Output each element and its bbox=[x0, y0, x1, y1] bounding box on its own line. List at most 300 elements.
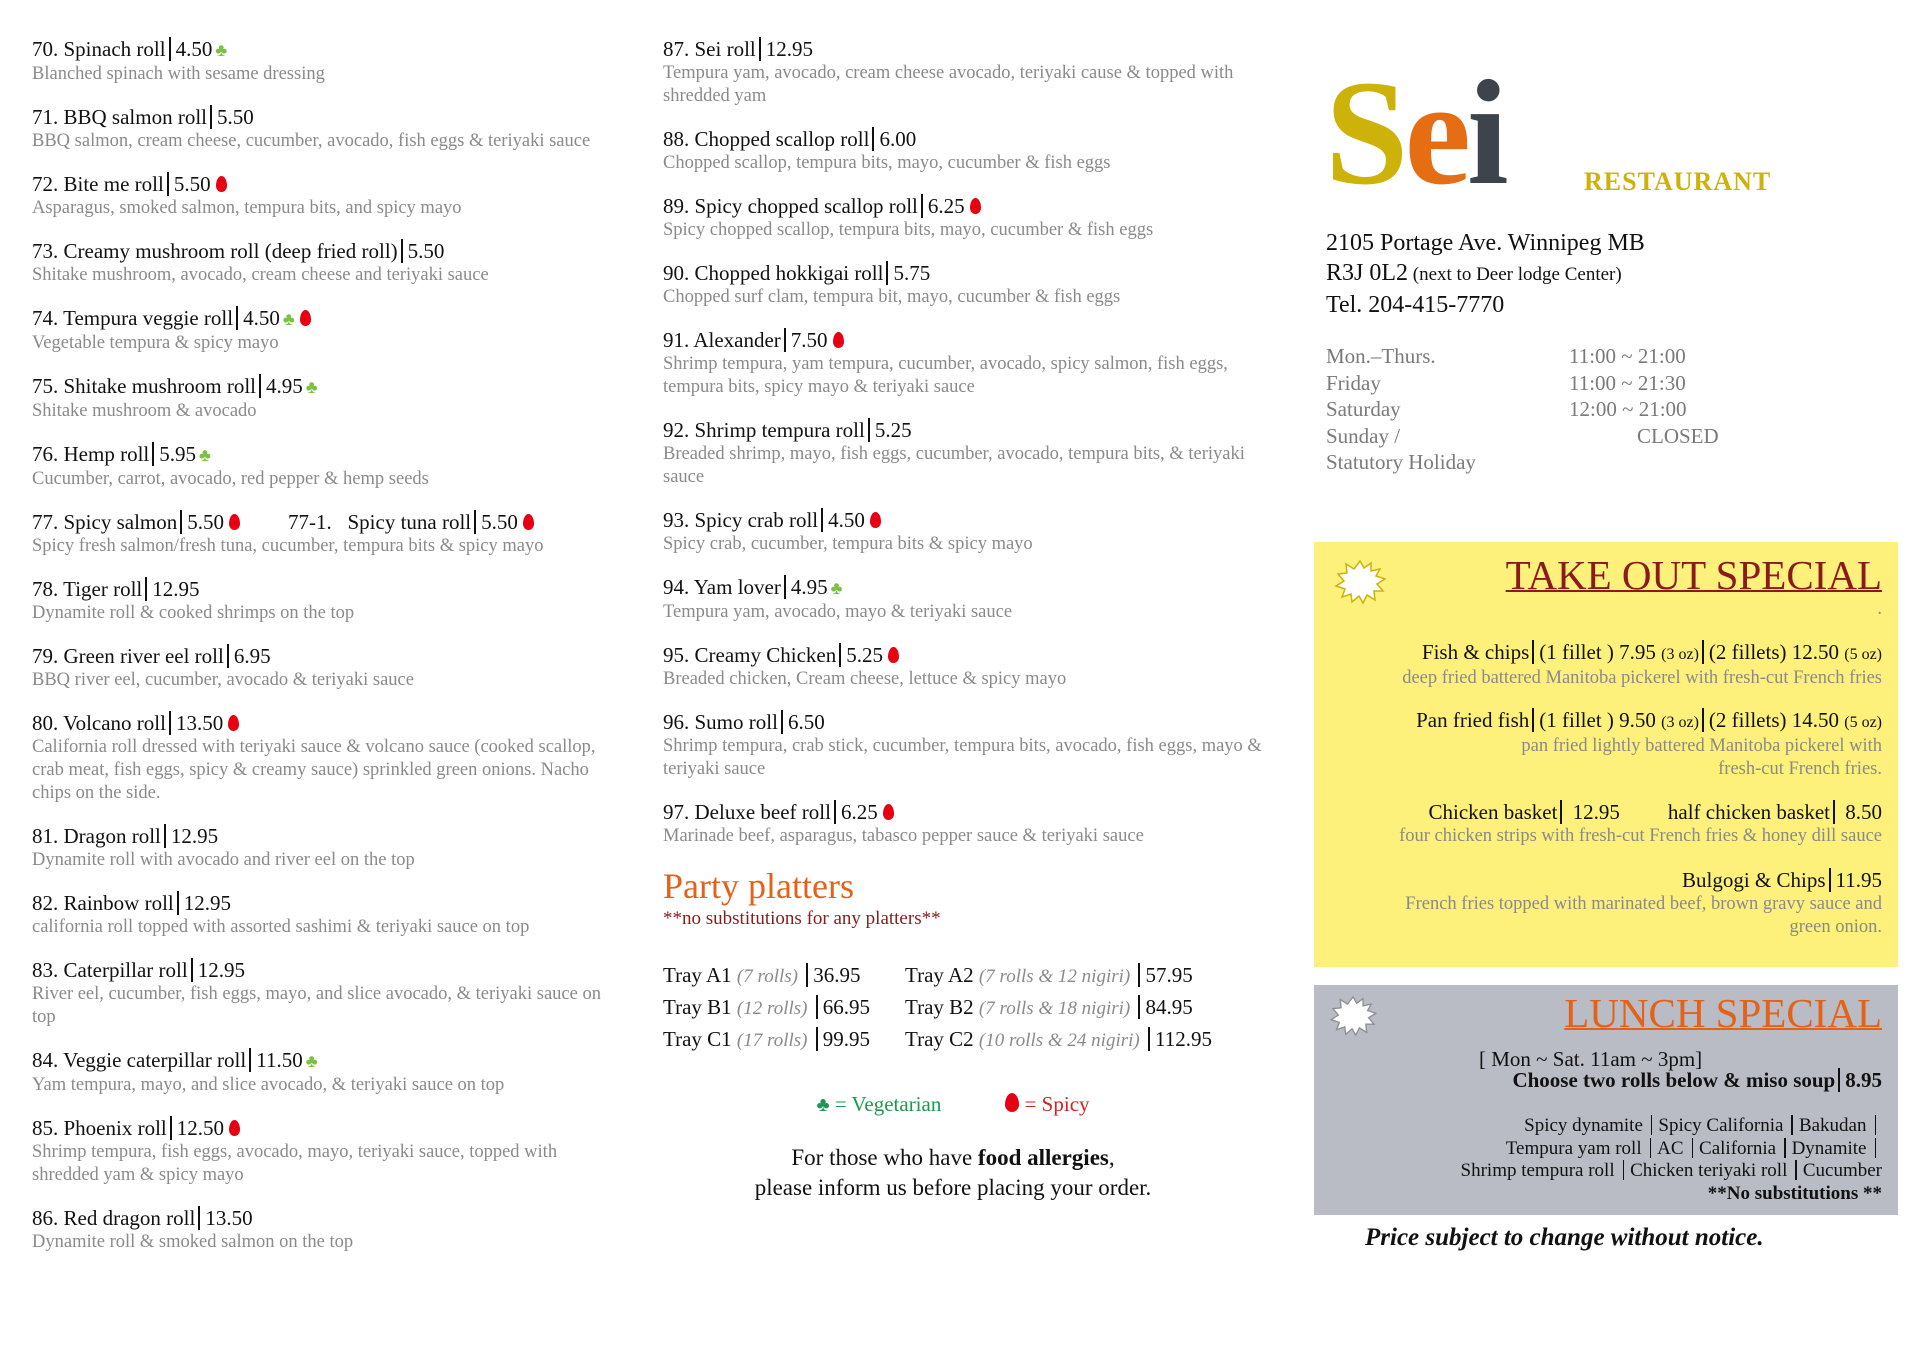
menu-item-price: 12.50 bbox=[176, 1116, 224, 1140]
menu-item-heading bbox=[32, 576, 622, 602]
lunch-title: LUNCH SPECIAL bbox=[1564, 990, 1882, 1036]
menu-item-heading bbox=[663, 36, 1263, 62]
menu-item-price: 5.75 bbox=[893, 261, 931, 285]
chili-drop-icon bbox=[888, 647, 899, 663]
pan-fried-fish-price-1: (1 fillet ) 9.50 bbox=[1539, 708, 1656, 732]
chili-drop-icon bbox=[970, 198, 981, 214]
bulgogi-chips-line bbox=[1322, 868, 1882, 893]
price-separator bbox=[145, 577, 147, 601]
menu-item bbox=[663, 574, 1263, 624]
chili-drop-icon bbox=[1005, 1093, 1019, 1112]
roll-separator bbox=[1650, 1138, 1652, 1158]
menu-item bbox=[32, 171, 622, 220]
sei-logo bbox=[1325, 50, 1505, 216]
pan-fried-fish-line bbox=[1322, 708, 1882, 735]
tray-contents: (17 rolls) bbox=[736, 1030, 808, 1051]
pan-fried-fish-desc-1: pan fried lightly battered Manitoba pickerel with bbox=[1521, 736, 1882, 756]
allergy-bold: food allergies bbox=[977, 1145, 1109, 1170]
chili-drop-icon bbox=[833, 332, 844, 348]
chicken-basket bbox=[1322, 800, 1882, 848]
lunch-roll-option: Tempura yam roll bbox=[1505, 1137, 1642, 1159]
roll-separator bbox=[1784, 1138, 1786, 1158]
price-separator bbox=[170, 1116, 172, 1140]
menu-item-description: Asparagus, smoked salmon, tempura bits, and spicy mayo bbox=[32, 198, 462, 218]
bulgogi-chips-desc-1: French fries topped with marinated beef, brown gravy sauce and bbox=[1405, 894, 1882, 914]
menu-item-price: 12.95 bbox=[170, 824, 219, 848]
price-notice: Price subject to change without notice. bbox=[1365, 1224, 1764, 1251]
menu-item-description: Chopped scallop, tempura bits, mayo, cucumber & fish eggs bbox=[663, 153, 1111, 173]
menu-item-description: Breaded shrimp, mayo, fish eggs, cucumber, avocado, tempura bits, & teriyaki sauce bbox=[663, 444, 1245, 487]
menu-item-description: Tempura yam, avocado, mayo & teriyaki sauce bbox=[663, 602, 1013, 622]
menu-item-name: 82. Rainbow roll bbox=[32, 891, 174, 915]
menu-item-name: 75. Shitake mushroom roll bbox=[32, 374, 256, 398]
hours-row bbox=[1326, 343, 1719, 370]
menu-item-heading bbox=[32, 1047, 622, 1074]
menu-item-description: Shitake mushroom & avocado bbox=[32, 401, 257, 421]
menu-item-description: Breaded chicken, Cream cheese, lettuce & spicy mayo bbox=[663, 669, 1067, 689]
menu-item-price: 6.00 bbox=[879, 127, 917, 151]
price-separator bbox=[806, 963, 808, 987]
menu-item bbox=[663, 193, 1263, 242]
tray-row bbox=[663, 992, 1263, 1024]
hours-row bbox=[1326, 396, 1719, 423]
pan-fried-fish-oz-2: (5 oz) bbox=[1844, 714, 1882, 731]
price-separator bbox=[236, 306, 238, 330]
lunch-roll-option: Dynamite bbox=[1791, 1137, 1867, 1159]
lunch-roll-option: AC bbox=[1657, 1137, 1684, 1159]
menu-item-description: Blanched spinach with sesame dressing bbox=[32, 64, 325, 84]
price-separator bbox=[868, 418, 870, 442]
pan-fried-fish-name: Pan fried fish bbox=[1416, 708, 1530, 732]
price-separator bbox=[839, 643, 841, 667]
party-platters-note: **no substitutions for any platters** bbox=[663, 908, 941, 929]
price-separator bbox=[198, 1206, 200, 1230]
lunch-roll-row bbox=[1461, 1160, 1882, 1183]
menu-item-name: 84. Veggie caterpillar roll bbox=[32, 1048, 247, 1072]
menu-item-price: 6.25 bbox=[840, 800, 878, 824]
lunch-choose-text: Choose two rolls below & miso soup bbox=[1512, 1068, 1836, 1092]
legend-vegetarian bbox=[816, 1092, 941, 1116]
tray-contents: (7 rolls & 18 nigiri) bbox=[978, 998, 1131, 1019]
menu-item bbox=[32, 823, 622, 872]
allergy-notice bbox=[663, 1143, 1243, 1203]
price-separator bbox=[921, 194, 923, 218]
postal-code: R3J 0L2 bbox=[1326, 260, 1409, 286]
menu-item-price-2: 5.50 bbox=[481, 510, 518, 534]
menu-item-heading bbox=[32, 890, 622, 916]
chicken-basket-price: 12.95 bbox=[1572, 800, 1620, 824]
price-separator bbox=[784, 328, 786, 352]
menu-item-heading bbox=[32, 36, 622, 63]
tray-item bbox=[905, 960, 1193, 992]
legend-vegetarian-label: = Vegetarian bbox=[834, 1092, 942, 1116]
roll-separator bbox=[1795, 1160, 1797, 1180]
menu-item-heading bbox=[663, 507, 1263, 533]
fish-and-chips-price-1: (1 fillet ) 7.95 bbox=[1539, 640, 1656, 664]
menu-item-name: 95. Creamy Chicken bbox=[663, 643, 837, 667]
menu-item bbox=[32, 373, 622, 423]
menu-item bbox=[32, 104, 622, 153]
tray-contents: (10 rolls & 24 nigiri) bbox=[978, 1030, 1140, 1051]
tray-contents: (7 rolls & 12 nigiri) bbox=[978, 966, 1131, 987]
starburst-icon bbox=[1328, 995, 1378, 1037]
club-icon: ♣ bbox=[282, 309, 295, 329]
menu-item-heading bbox=[32, 373, 622, 400]
tray-item bbox=[663, 1024, 905, 1056]
price-separator bbox=[164, 824, 166, 848]
chili-drop-icon bbox=[228, 715, 239, 731]
lunch-roll-option: Shrimp tempura roll bbox=[1460, 1160, 1615, 1181]
hours-day: Mon.–Thurs. bbox=[1326, 344, 1436, 368]
menu-item-name: 94. Yam lover bbox=[663, 575, 781, 599]
club-icon: ♣ bbox=[305, 377, 318, 397]
street-address: 2105 Portage Ave. Winnipeg MB bbox=[1326, 230, 1645, 256]
price-separator bbox=[227, 644, 229, 668]
opening-hours bbox=[1326, 343, 1719, 476]
menu-item-price: 13.50 bbox=[175, 711, 224, 735]
hours-time: 12:00 ~ 21:00 bbox=[1569, 397, 1687, 421]
chili-drop-icon bbox=[229, 1120, 240, 1136]
menu-item-heading bbox=[663, 193, 1263, 219]
tray-price: 99.95 bbox=[822, 1027, 870, 1051]
hours-row bbox=[1326, 370, 1719, 397]
tray-contents: (7 rolls) bbox=[736, 966, 798, 987]
menu-item-heading bbox=[663, 260, 1263, 286]
menu-item-description: Spicy crab, cucumber, tempura bits & spicy mayo bbox=[663, 534, 1033, 554]
menu-item-name-2: 77-1. Spicy tuna roll bbox=[288, 510, 472, 534]
menu-item-description: Dynamite roll & smoked salmon on the top bbox=[32, 1232, 354, 1252]
allergy-post: , bbox=[1108, 1145, 1115, 1170]
price-separator bbox=[474, 510, 476, 534]
menu-item bbox=[32, 441, 622, 491]
menu-item-description: Dynamite roll & cooked shrimps on the top bbox=[32, 603, 355, 623]
menu-item-description: california roll topped with assorted sashimi & teriyaki sauce on top bbox=[32, 917, 530, 937]
tray-label: Tray C1 bbox=[663, 1027, 732, 1051]
menu-item-price: 4.95 bbox=[266, 374, 303, 398]
menu-item-name: 85. Phoenix roll bbox=[32, 1116, 167, 1140]
club-icon: ♣ bbox=[816, 1094, 830, 1116]
tray-item bbox=[663, 960, 905, 992]
menu-item bbox=[663, 799, 1263, 848]
club-icon: ♣ bbox=[198, 445, 211, 465]
price-separator bbox=[169, 37, 171, 61]
hours-day: Friday bbox=[1326, 370, 1381, 395]
chili-drop-icon bbox=[216, 176, 227, 192]
menu-item-price: 5.50 bbox=[173, 172, 211, 196]
menu-item-price: 5.50 bbox=[187, 510, 224, 534]
price-separator bbox=[401, 239, 403, 263]
menu-item-description: Dynamite roll with avocado and river eel on the top bbox=[32, 850, 415, 870]
menu-item-heading bbox=[663, 709, 1263, 735]
menu-item bbox=[32, 238, 622, 287]
menu-item-heading bbox=[32, 823, 622, 849]
menu-item-name: 77. Spicy salmon bbox=[32, 510, 178, 534]
menu-item-price: 4.50 bbox=[828, 508, 865, 532]
price-separator bbox=[169, 711, 171, 735]
chicken-basket-desc: four chicken strips with fresh-cut French fries & honey dill sauce bbox=[1399, 826, 1882, 846]
lunch-price: 8.95 bbox=[1845, 1068, 1882, 1092]
lunch-choose bbox=[1512, 1068, 1882, 1093]
pan-fried-fish-oz-1: (3 oz) bbox=[1661, 714, 1699, 731]
menu-item-price: 6.25 bbox=[927, 194, 965, 218]
menu-item-price: 5.25 bbox=[874, 418, 912, 442]
chicken-basket-name: Chicken basket bbox=[1428, 800, 1558, 824]
price-separator bbox=[259, 374, 261, 398]
menu-item-price: 5.95 bbox=[159, 442, 196, 466]
menu-item-price: 12.95 bbox=[765, 37, 813, 61]
tray-price: 36.95 bbox=[813, 963, 861, 987]
price-separator bbox=[784, 575, 786, 599]
telephone: Tel. 204-415-7770 bbox=[1326, 292, 1505, 318]
menu-item bbox=[32, 576, 622, 625]
price-separator bbox=[180, 510, 182, 534]
hours-time: 11:00 ~ 21:30 bbox=[1569, 370, 1686, 395]
menu-item-name: 78. Tiger roll bbox=[32, 577, 143, 601]
price-separator bbox=[834, 800, 836, 824]
tray-row bbox=[663, 1024, 1263, 1056]
menu-item-description: River eel, cucumber, fish eggs, mayo, and slice avocado, & teriyaki sauce on top bbox=[32, 984, 601, 1027]
menu-item bbox=[32, 1047, 622, 1097]
menu-item-name: 70. Spinach roll bbox=[32, 37, 166, 61]
menu-item bbox=[663, 327, 1263, 399]
tray-label: Tray B2 bbox=[905, 995, 974, 1019]
menu-item-description: Shitake mushroom, avocado, cream cheese and teriyaki sauce bbox=[32, 265, 489, 285]
menu-item-price: 12.95 bbox=[152, 577, 200, 601]
menu-item-heading bbox=[32, 238, 622, 264]
pan-fried-fish-desc-2: fresh-cut French fries. bbox=[1718, 759, 1882, 779]
lunch-no-substitutions: **No substitutions ** bbox=[1707, 1182, 1882, 1204]
lunch-roll-option: Spicy California bbox=[1658, 1115, 1784, 1136]
menu-item-name: 86. Red dragon roll bbox=[32, 1206, 196, 1230]
chicken-basket-line bbox=[1322, 800, 1882, 825]
chili-drop-icon bbox=[870, 512, 881, 528]
roll-separator bbox=[1791, 1115, 1793, 1135]
menu-item-price: 4.95 bbox=[790, 575, 828, 599]
menu-item-heading bbox=[663, 574, 1263, 601]
menu-item-heading bbox=[32, 1205, 622, 1231]
hours-day: Saturday bbox=[1326, 397, 1401, 421]
menu-item-heading bbox=[663, 327, 1263, 353]
menu-item bbox=[32, 957, 622, 1029]
half-chicken-basket-name: half chicken basket bbox=[1667, 800, 1830, 824]
bulgogi-chips bbox=[1322, 868, 1882, 939]
price-separator bbox=[191, 958, 193, 982]
restaurant-label: RESTAURANT bbox=[1584, 167, 1772, 196]
lunch-special-panel bbox=[1314, 985, 1898, 1215]
party-trays bbox=[663, 960, 1263, 1056]
menu-item-price: 7.50 bbox=[790, 328, 828, 352]
tray-price: 66.95 bbox=[822, 995, 870, 1019]
menu-item-name: 91. Alexander bbox=[663, 328, 781, 352]
menu-item-name: 89. Spicy chopped scallop roll bbox=[663, 194, 918, 218]
takeout-special-panel bbox=[1314, 542, 1898, 967]
menu-item-heading bbox=[32, 643, 622, 669]
takeout-dot bbox=[1322, 598, 1882, 621]
price-separator bbox=[249, 1048, 251, 1072]
takeout-dot-text: . bbox=[1877, 599, 1882, 619]
menu-item-name: 88. Chopped scallop roll bbox=[663, 127, 870, 151]
tray-item bbox=[663, 992, 905, 1024]
menu-item-heading bbox=[32, 1115, 622, 1141]
menu-item-price: 13.50 bbox=[205, 1206, 253, 1230]
menu-item bbox=[32, 1115, 622, 1187]
tray-contents: (12 rolls) bbox=[736, 998, 808, 1019]
menu-item-name: 80. Volcano roll bbox=[32, 711, 166, 735]
legend bbox=[663, 1092, 1243, 1117]
menu-items-middle bbox=[663, 36, 1263, 848]
menu-item-price: 6.50 bbox=[787, 710, 825, 734]
menu-item-heading bbox=[663, 417, 1263, 443]
menu-item-heading bbox=[32, 305, 622, 332]
bulgogi-chips-name: Bulgogi & Chips bbox=[1681, 868, 1826, 892]
menu-item-price: 11.50 bbox=[256, 1048, 303, 1072]
menu-item bbox=[32, 509, 622, 558]
price-separator bbox=[210, 105, 212, 129]
chili-drop-icon bbox=[523, 514, 534, 530]
hours-row bbox=[1326, 449, 1719, 476]
half-chicken-basket-price: 8.50 bbox=[1845, 800, 1882, 824]
roll-separator bbox=[1875, 1115, 1877, 1135]
menu-item-heading bbox=[32, 171, 622, 197]
tray-price: 112.95 bbox=[1154, 1027, 1212, 1051]
fish-and-chips-oz-1: (3 oz) bbox=[1661, 646, 1699, 663]
menu-item-description: Shrimp tempura, crab stick, cucumber, tempura bits, avocado, fish eggs, mayo & teriyaki sauce bbox=[663, 736, 1262, 779]
fish-and-chips bbox=[1322, 640, 1882, 690]
menu-item-name: 83. Caterpillar roll bbox=[32, 958, 188, 982]
menu-item-description: Chopped surf clam, tempura bit, mayo, cucumber & fish eggs bbox=[663, 287, 1121, 307]
hours-time: 11:00 ~ 21:00 bbox=[1569, 344, 1686, 368]
pan-fried-fish-price-2: (2 fillets) 14.50 bbox=[1708, 708, 1839, 732]
menu-item-price: 5.50 bbox=[407, 239, 445, 263]
menu-item-name: 79. Green river eel roll bbox=[32, 644, 224, 668]
menu-item-description: Spicy chopped scallop, tempura bits, mayo, cucumber & fish eggs bbox=[663, 220, 1154, 240]
price-separator bbox=[781, 710, 783, 734]
menu-item-description: BBQ salmon, cream cheese, cucumber, avocado, fish eggs & teriyaki sauce bbox=[32, 131, 591, 151]
menu-item-heading bbox=[32, 957, 622, 983]
menu-item-description: Tempura yam, avocado, cream cheese avocado, teriyaki cause & topped with shredded yam bbox=[663, 63, 1234, 106]
menu-item-description: Yam tempura, mayo, and slice avocado, & teriyaki sauce on top bbox=[32, 1075, 505, 1095]
menu-item-heading bbox=[663, 799, 1263, 825]
lunch-roll-options bbox=[1461, 1115, 1882, 1205]
menu-item bbox=[663, 36, 1263, 108]
menu-item-heading bbox=[663, 642, 1263, 668]
menu-item-name: 96. Sumo roll bbox=[663, 710, 778, 734]
menu-item-heading bbox=[32, 441, 622, 468]
chili-drop-icon bbox=[300, 310, 311, 326]
menu-item bbox=[32, 890, 622, 939]
price-separator bbox=[816, 995, 818, 1019]
menu-item bbox=[663, 507, 1263, 556]
menu-item-description: Cucumber, carrot, avocado, red pepper & hemp seeds bbox=[32, 469, 429, 489]
price-separator bbox=[886, 261, 888, 285]
bulgogi-chips-price: 11.95 bbox=[1835, 868, 1882, 892]
lunch-roll-row bbox=[1461, 1138, 1882, 1161]
menu-item-price: 4.50 bbox=[243, 306, 280, 330]
lunch-roll-row bbox=[1461, 1115, 1882, 1138]
menu-item-name: 90. Chopped hokkigai roll bbox=[663, 261, 884, 285]
menu-item-description: Shrimp tempura, fish eggs, avocado, mayo, teriyaki sauce, topped with shredded yam & spicy mayo bbox=[32, 1142, 558, 1185]
tray-label: Tray B1 bbox=[663, 995, 732, 1019]
price-separator bbox=[821, 508, 823, 532]
lunch-roll-option: Spicy dynamite bbox=[1524, 1115, 1643, 1136]
hours-time: CLOSED bbox=[1637, 423, 1719, 448]
fish-and-chips-oz-2: (5 oz) bbox=[1844, 646, 1882, 663]
price-separator bbox=[816, 1027, 818, 1051]
price-separator bbox=[1138, 963, 1140, 987]
menu-item bbox=[32, 36, 622, 86]
price-separator bbox=[1148, 1027, 1150, 1051]
takeout-title: TAKE OUT SPECIAL bbox=[1505, 552, 1882, 598]
menu-column-left bbox=[32, 36, 622, 1272]
menu-item-description: BBQ river eel, cucumber, avocado & teriyaki sauce bbox=[32, 670, 414, 690]
fish-and-chips-line bbox=[1322, 640, 1882, 667]
pan-fried-fish bbox=[1322, 708, 1882, 781]
menu-item-name: 74. Tempura veggie roll bbox=[32, 306, 234, 330]
tray-label: Tray C2 bbox=[905, 1027, 974, 1051]
tray-label: Tray A2 bbox=[905, 963, 974, 987]
menu-item-name: 71. BBQ salmon roll bbox=[32, 105, 208, 129]
bulgogi-chips-desc-2: green onion. bbox=[1789, 917, 1882, 937]
menu-item-heading bbox=[32, 710, 622, 736]
menu-item-description: Shrimp tempura, yam tempura, cucumber, avocado, spicy salmon, fish eggs, tempura bits, spicy mayo & teriyaki sauce bbox=[663, 354, 1228, 397]
menu-item-price: 5.25 bbox=[846, 643, 883, 667]
hours-row bbox=[1326, 423, 1719, 450]
club-icon: ♣ bbox=[830, 578, 843, 598]
price-separator bbox=[152, 442, 154, 466]
lunch-roll-option: Cucumber bbox=[1802, 1160, 1882, 1181]
logo-letter-s: S bbox=[1325, 50, 1405, 216]
price-separator bbox=[167, 172, 169, 196]
roll-separator bbox=[1651, 1115, 1653, 1135]
lunch-hours: [ Mon ~ Sat. 11am ~ 3pm] bbox=[1479, 1047, 1703, 1071]
menu-item-name: 72. Bite me roll bbox=[32, 172, 164, 196]
menu-item-description: California roll dressed with teriyaki sauce & volcano sauce (cooked scallop, crab meat, fish eggs, spicy & creamy sauce) sprinkled green onions. Nacho chips on the side. bbox=[32, 737, 596, 803]
menu-item bbox=[663, 417, 1263, 489]
allergy-line-1 bbox=[663, 1143, 1243, 1173]
legend-spicy-label: = Spicy bbox=[1024, 1092, 1090, 1116]
menu-item bbox=[663, 642, 1263, 691]
legend-spicy bbox=[1005, 1092, 1090, 1116]
menu-item bbox=[663, 709, 1263, 781]
roll-separator bbox=[1692, 1138, 1694, 1158]
price-separator bbox=[1138, 995, 1140, 1019]
address-block bbox=[1326, 228, 1645, 320]
tray-price: 57.95 bbox=[1145, 963, 1193, 987]
tray-label: Tray A1 bbox=[663, 963, 732, 987]
roll-separator bbox=[1623, 1160, 1625, 1180]
roll-separator bbox=[1875, 1138, 1877, 1158]
menu-item-heading bbox=[663, 126, 1263, 152]
party-platters-title: Party platters bbox=[663, 866, 854, 906]
lunch-roll-option: Chicken teriyaki roll bbox=[1630, 1160, 1788, 1181]
fish-and-chips-name: Fish & chips bbox=[1421, 640, 1530, 664]
menu-item-name: 73. Creamy mushroom roll (deep fried roll) bbox=[32, 239, 398, 263]
menu-item-price: 5.50 bbox=[217, 105, 254, 129]
menu-item-heading bbox=[32, 509, 622, 535]
price-separator bbox=[872, 127, 874, 151]
menu-item-heading bbox=[32, 104, 622, 130]
hours-day: Statutory Holiday bbox=[1326, 450, 1476, 474]
fish-and-chips-desc: deep fried battered Manitoba pickerel with fresh-cut French fries bbox=[1402, 668, 1882, 688]
menu-item-name: 92. Shrimp tempura roll bbox=[663, 418, 865, 442]
menu-item-name: 76. Hemp roll bbox=[32, 442, 150, 466]
menu-item-price: 12.95 bbox=[183, 891, 231, 915]
menu-item bbox=[32, 1205, 622, 1254]
landmark: (next to Deer lodge Center) bbox=[1408, 264, 1622, 285]
menu-item-name: 93. Spicy crab roll bbox=[663, 508, 819, 532]
menu-item-price: 12.95 bbox=[197, 958, 245, 982]
menu-item-description: Marinade beef, asparagus, tabasco pepper sauce & teriyaki sauce bbox=[663, 826, 1144, 846]
